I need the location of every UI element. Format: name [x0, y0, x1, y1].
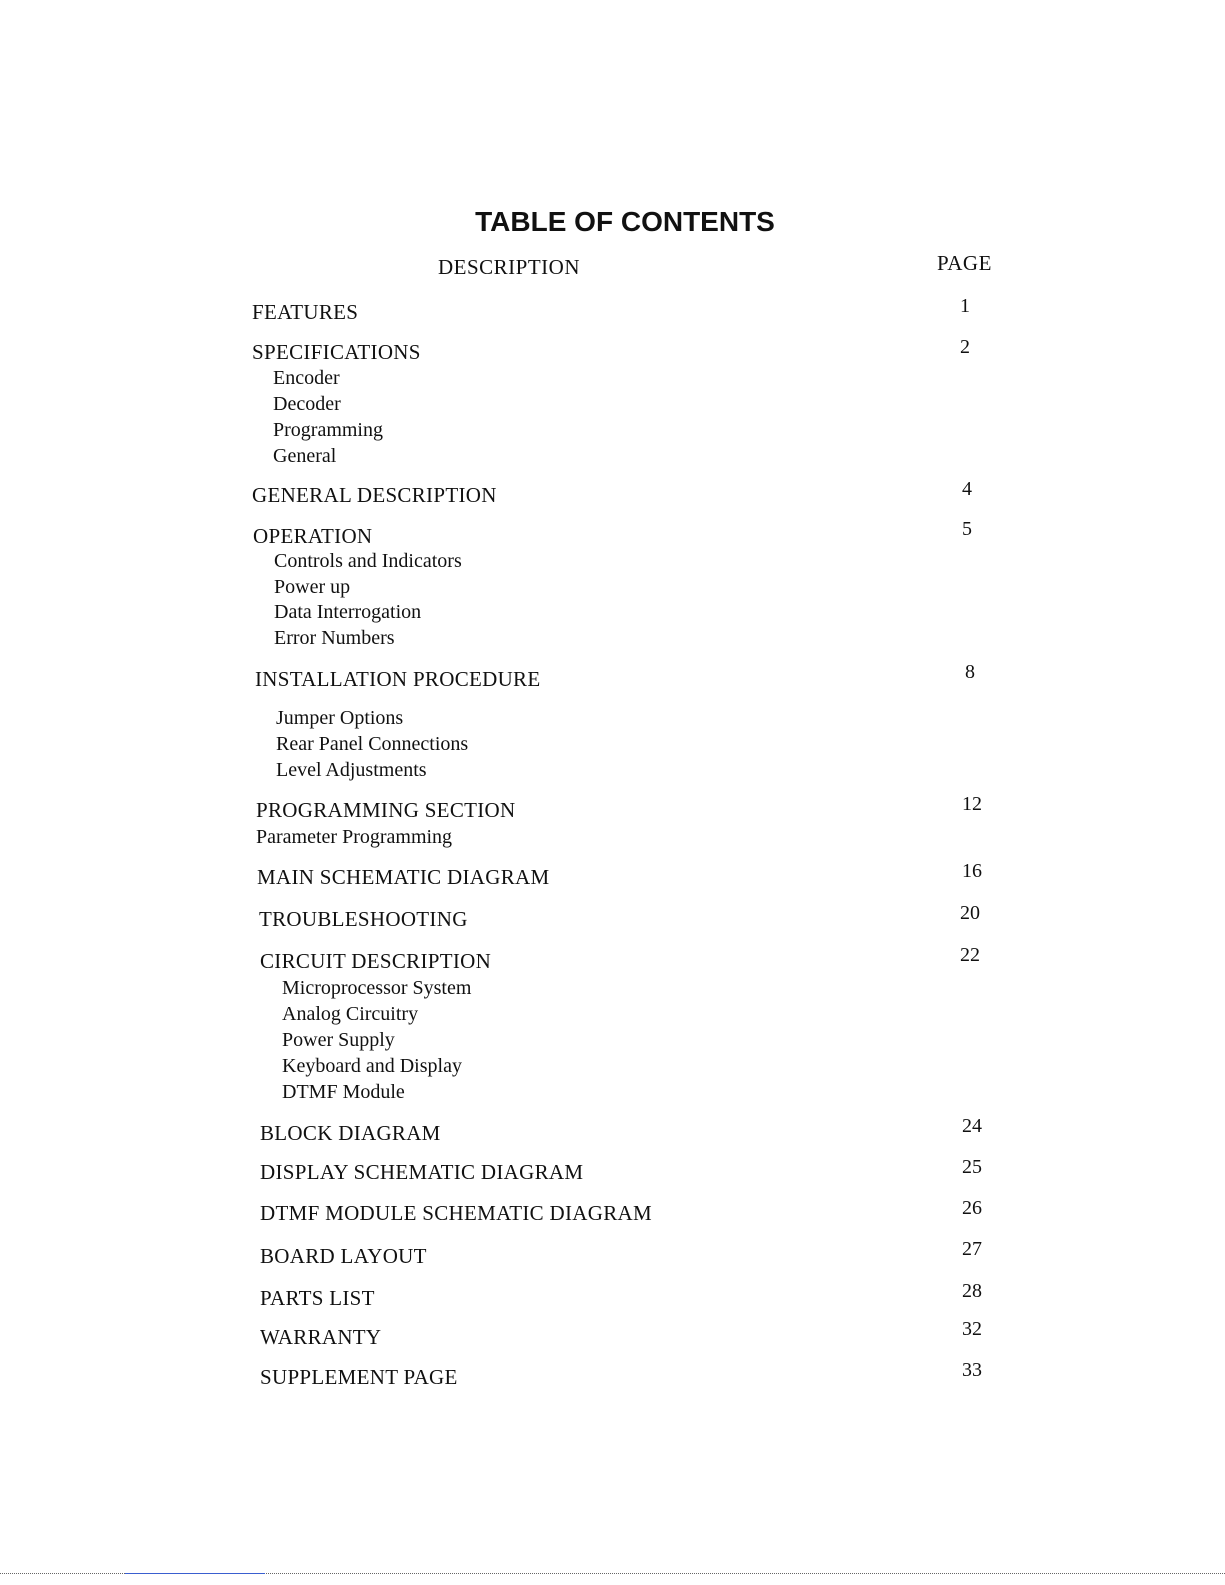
toc-entry-title: BLOCK DIAGRAM — [260, 1121, 441, 1145]
toc-entry-page: 22 — [960, 944, 980, 966]
toc-entry-title: SPECIFICATIONS — [252, 340, 421, 364]
toc-entry-title: PARTS LIST — [260, 1286, 375, 1310]
toc-subentry: Analog Circuitry — [282, 1003, 419, 1025]
toc-entry-title: CIRCUIT DESCRIPTION — [260, 949, 492, 973]
toc-entry-page: 12 — [962, 793, 982, 815]
description-column-header: DESCRIPTION — [438, 255, 581, 279]
bottom-rule-highlight — [125, 1573, 265, 1574]
toc-subentry: Parameter Programming — [256, 826, 453, 848]
toc-entry-title: DISPLAY SCHEMATIC DIAGRAM — [260, 1160, 584, 1184]
page-column-header: PAGE — [937, 251, 992, 275]
toc-subentry: Level Adjustments — [276, 759, 427, 781]
toc-entry-title: OPERATION — [253, 524, 373, 548]
toc-subentry: Programming — [273, 419, 383, 441]
page-title: TABLE OF CONTENTS — [475, 206, 775, 237]
toc-subentry: Power up — [274, 576, 351, 598]
toc-subentry: Controls and Indicators — [274, 550, 462, 572]
toc-entry-title: WARRANTY — [260, 1325, 382, 1349]
toc-subentry: Microprocessor System — [282, 977, 472, 999]
toc-entry-title: INSTALLATION PROCEDURE — [255, 667, 541, 691]
toc-entry-title: GENERAL DESCRIPTION — [252, 483, 497, 507]
toc-entry-page: 32 — [962, 1318, 982, 1340]
toc-subentry: Keyboard and Display — [282, 1055, 462, 1077]
toc-entry-page: 33 — [962, 1359, 982, 1381]
toc-entry-page: 16 — [962, 860, 982, 882]
toc-entry-page: 27 — [962, 1238, 982, 1260]
toc-subentry: Power Supply — [282, 1029, 395, 1051]
toc-entry-page: 1 — [960, 295, 970, 317]
toc-entry-title: TROUBLESHOOTING — [259, 907, 468, 931]
toc-entry-title: FEATURES — [252, 300, 359, 324]
toc-entry-page: 28 — [962, 1280, 982, 1302]
toc-entry-page: 26 — [962, 1197, 982, 1219]
toc-subentry: Decoder — [273, 393, 341, 415]
toc-subentry: DTMF Module — [282, 1081, 405, 1103]
toc-entry-title: PROGRAMMING SECTION — [256, 798, 516, 822]
toc-entry-title: DTMF MODULE SCHEMATIC DIAGRAM — [260, 1201, 652, 1225]
toc-entry-page: 2 — [960, 336, 970, 358]
toc-entry-page: 20 — [960, 902, 980, 924]
toc-entry-page: 25 — [962, 1156, 982, 1178]
toc-subentry: General — [273, 445, 337, 467]
toc-entry-page: 5 — [962, 518, 972, 540]
toc-entry-page: 8 — [965, 661, 975, 683]
toc-entry-page: 24 — [962, 1115, 982, 1137]
toc-subentry: Jumper Options — [276, 707, 404, 729]
toc-entry-title: SUPPLEMENT PAGE — [260, 1365, 458, 1389]
toc-subentry: Encoder — [273, 367, 340, 389]
toc-subentry: Data Interrogation — [274, 601, 422, 623]
toc-subentry: Error Numbers — [274, 627, 395, 649]
toc-entry-title: BOARD LAYOUT — [260, 1244, 427, 1268]
toc-entry-title: MAIN SCHEMATIC DIAGRAM — [257, 865, 550, 889]
toc-subentry: Rear Panel Connections — [276, 733, 469, 755]
toc-entry-page: 4 — [962, 478, 972, 500]
